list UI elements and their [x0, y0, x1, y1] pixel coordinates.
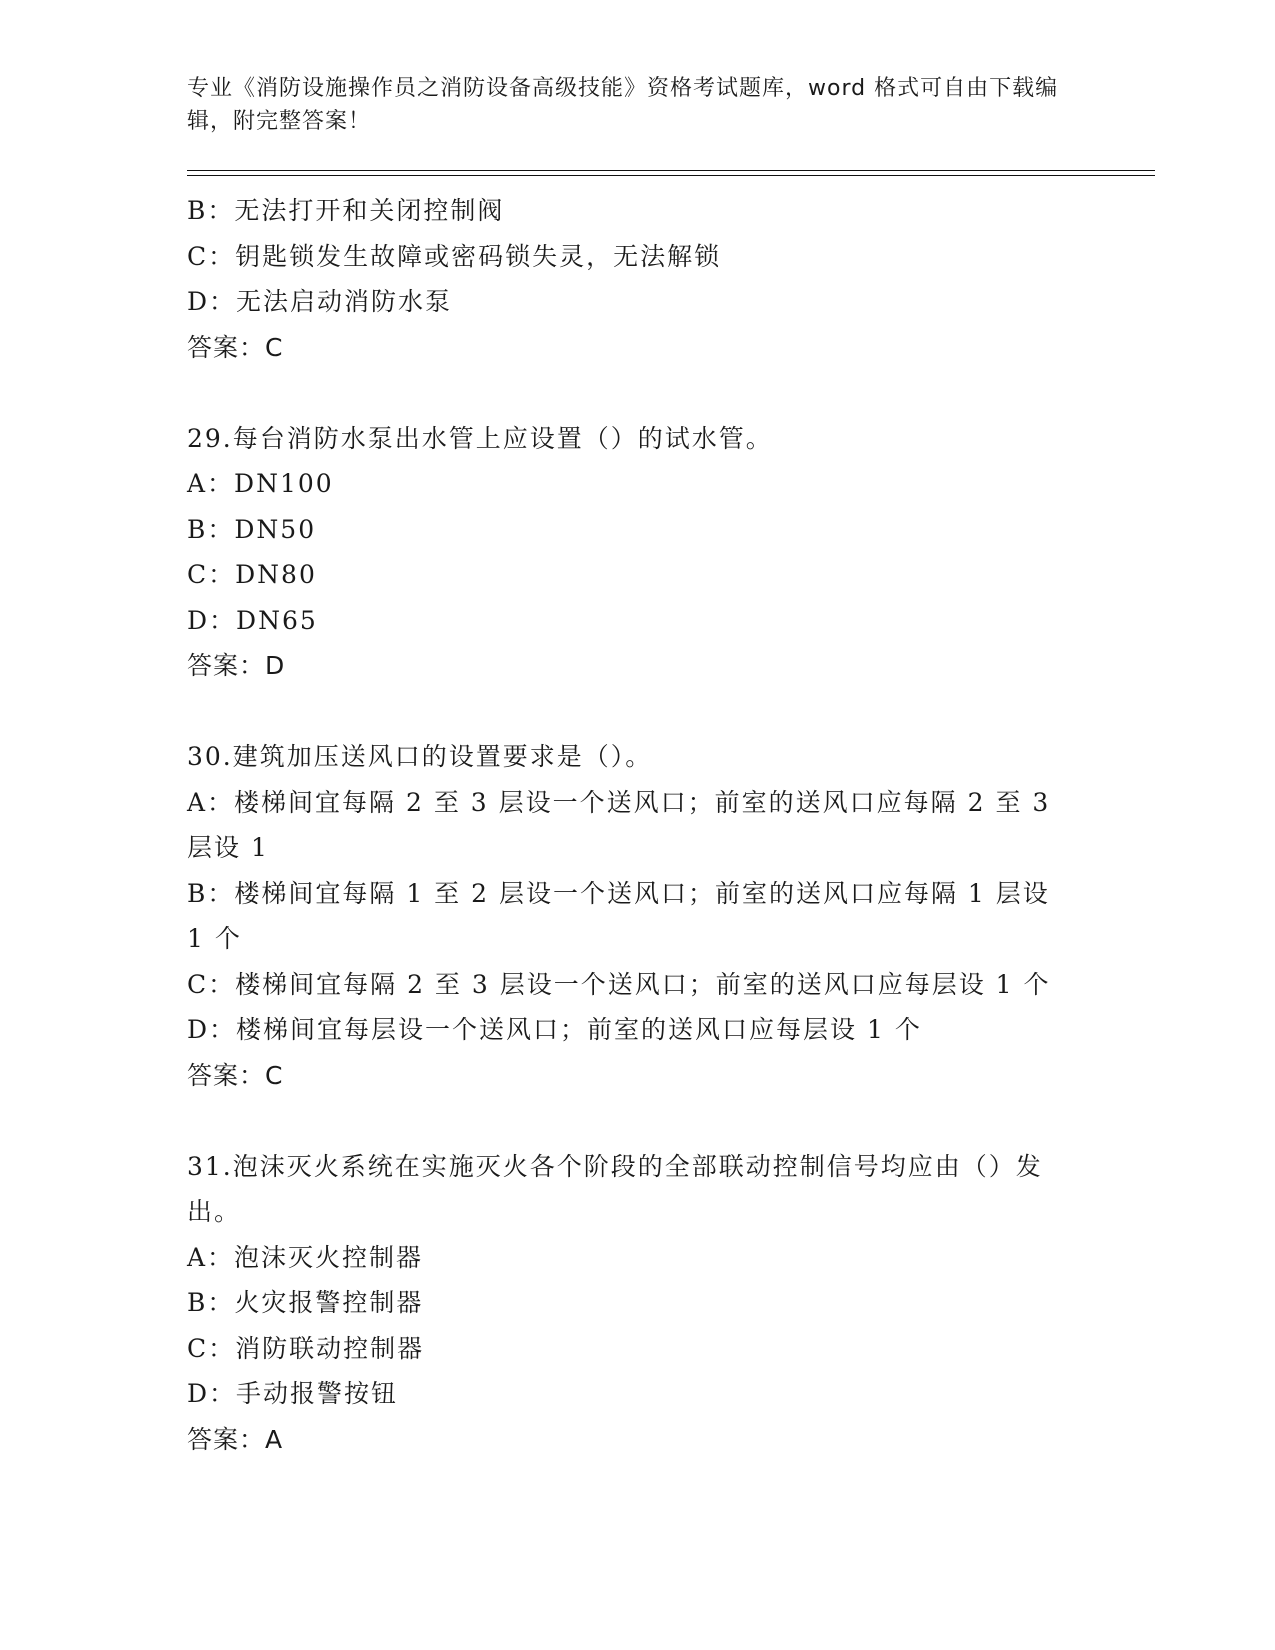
option-d: D：手动报警按钮 [187, 1379, 399, 1408]
option-b: B：无法打开和关闭控制阀 [187, 196, 505, 225]
header-rule-top [187, 170, 1155, 171]
option-a: A：DN100 [187, 469, 334, 498]
option-c: C：楼梯间宜每隔 2 至 3 层设一个送风口；前室的送风口应每层设 1 个 [187, 969, 1051, 999]
question-text: 31.泡沫灭火系统在实施灭火各个阶段的全部联动控制信号均应由（）发出。 [187, 1151, 1043, 1226]
question-block-30 [187, 734, 1067, 1098]
option-b: B：楼梯间宜每隔 1 至 2 层设一个送风口；前室的送风口应每隔 1 层设 1 个 [187, 878, 1050, 953]
question-block-31 [187, 1144, 1067, 1463]
answer: 答案：C [187, 1060, 284, 1090]
answer: 答案：A [187, 1424, 284, 1454]
question-text: 30.建筑加压送风口的设置要求是（）。 [187, 742, 653, 771]
option-a: A：泡沫灭火控制器 [187, 1242, 424, 1272]
option-b: B：火灾报警控制器 [187, 1288, 424, 1317]
answer: 答案：C [187, 332, 284, 362]
question-block-28 [187, 188, 1067, 370]
option-d: D：DN65 [187, 605, 318, 635]
option-d: D：楼梯间宜每层设一个送风口；前室的送风口应每层设 1 个 [187, 1015, 922, 1044]
document-header: 专业《消防设施操作员之消防设备高级技能》资格考试题库，word 格式可自由下载编辑，附完整答案！ [187, 76, 1059, 134]
option-c: C：钥匙锁发生故障或密码锁失灵，无法解锁 [187, 241, 722, 271]
option-c: C：DN80 [187, 560, 317, 589]
answer: 答案：D [187, 651, 286, 680]
option-a: A：楼梯间宜每隔 2 至 3 层设一个送风口；前室的送风口应每隔 2 至 3 层设 1 [187, 787, 1051, 862]
header-rule-bottom [187, 175, 1155, 176]
option-c: C：消防联动控制器 [187, 1333, 425, 1363]
option-d: D：无法启动消防水泵 [187, 287, 453, 316]
question-block-29 [187, 416, 1067, 689]
question-text: 29.每台消防水泵出水管上应设置（）的试水管。 [187, 423, 773, 453]
option-b: B：DN50 [187, 514, 317, 544]
question-list [187, 188, 1067, 1462]
